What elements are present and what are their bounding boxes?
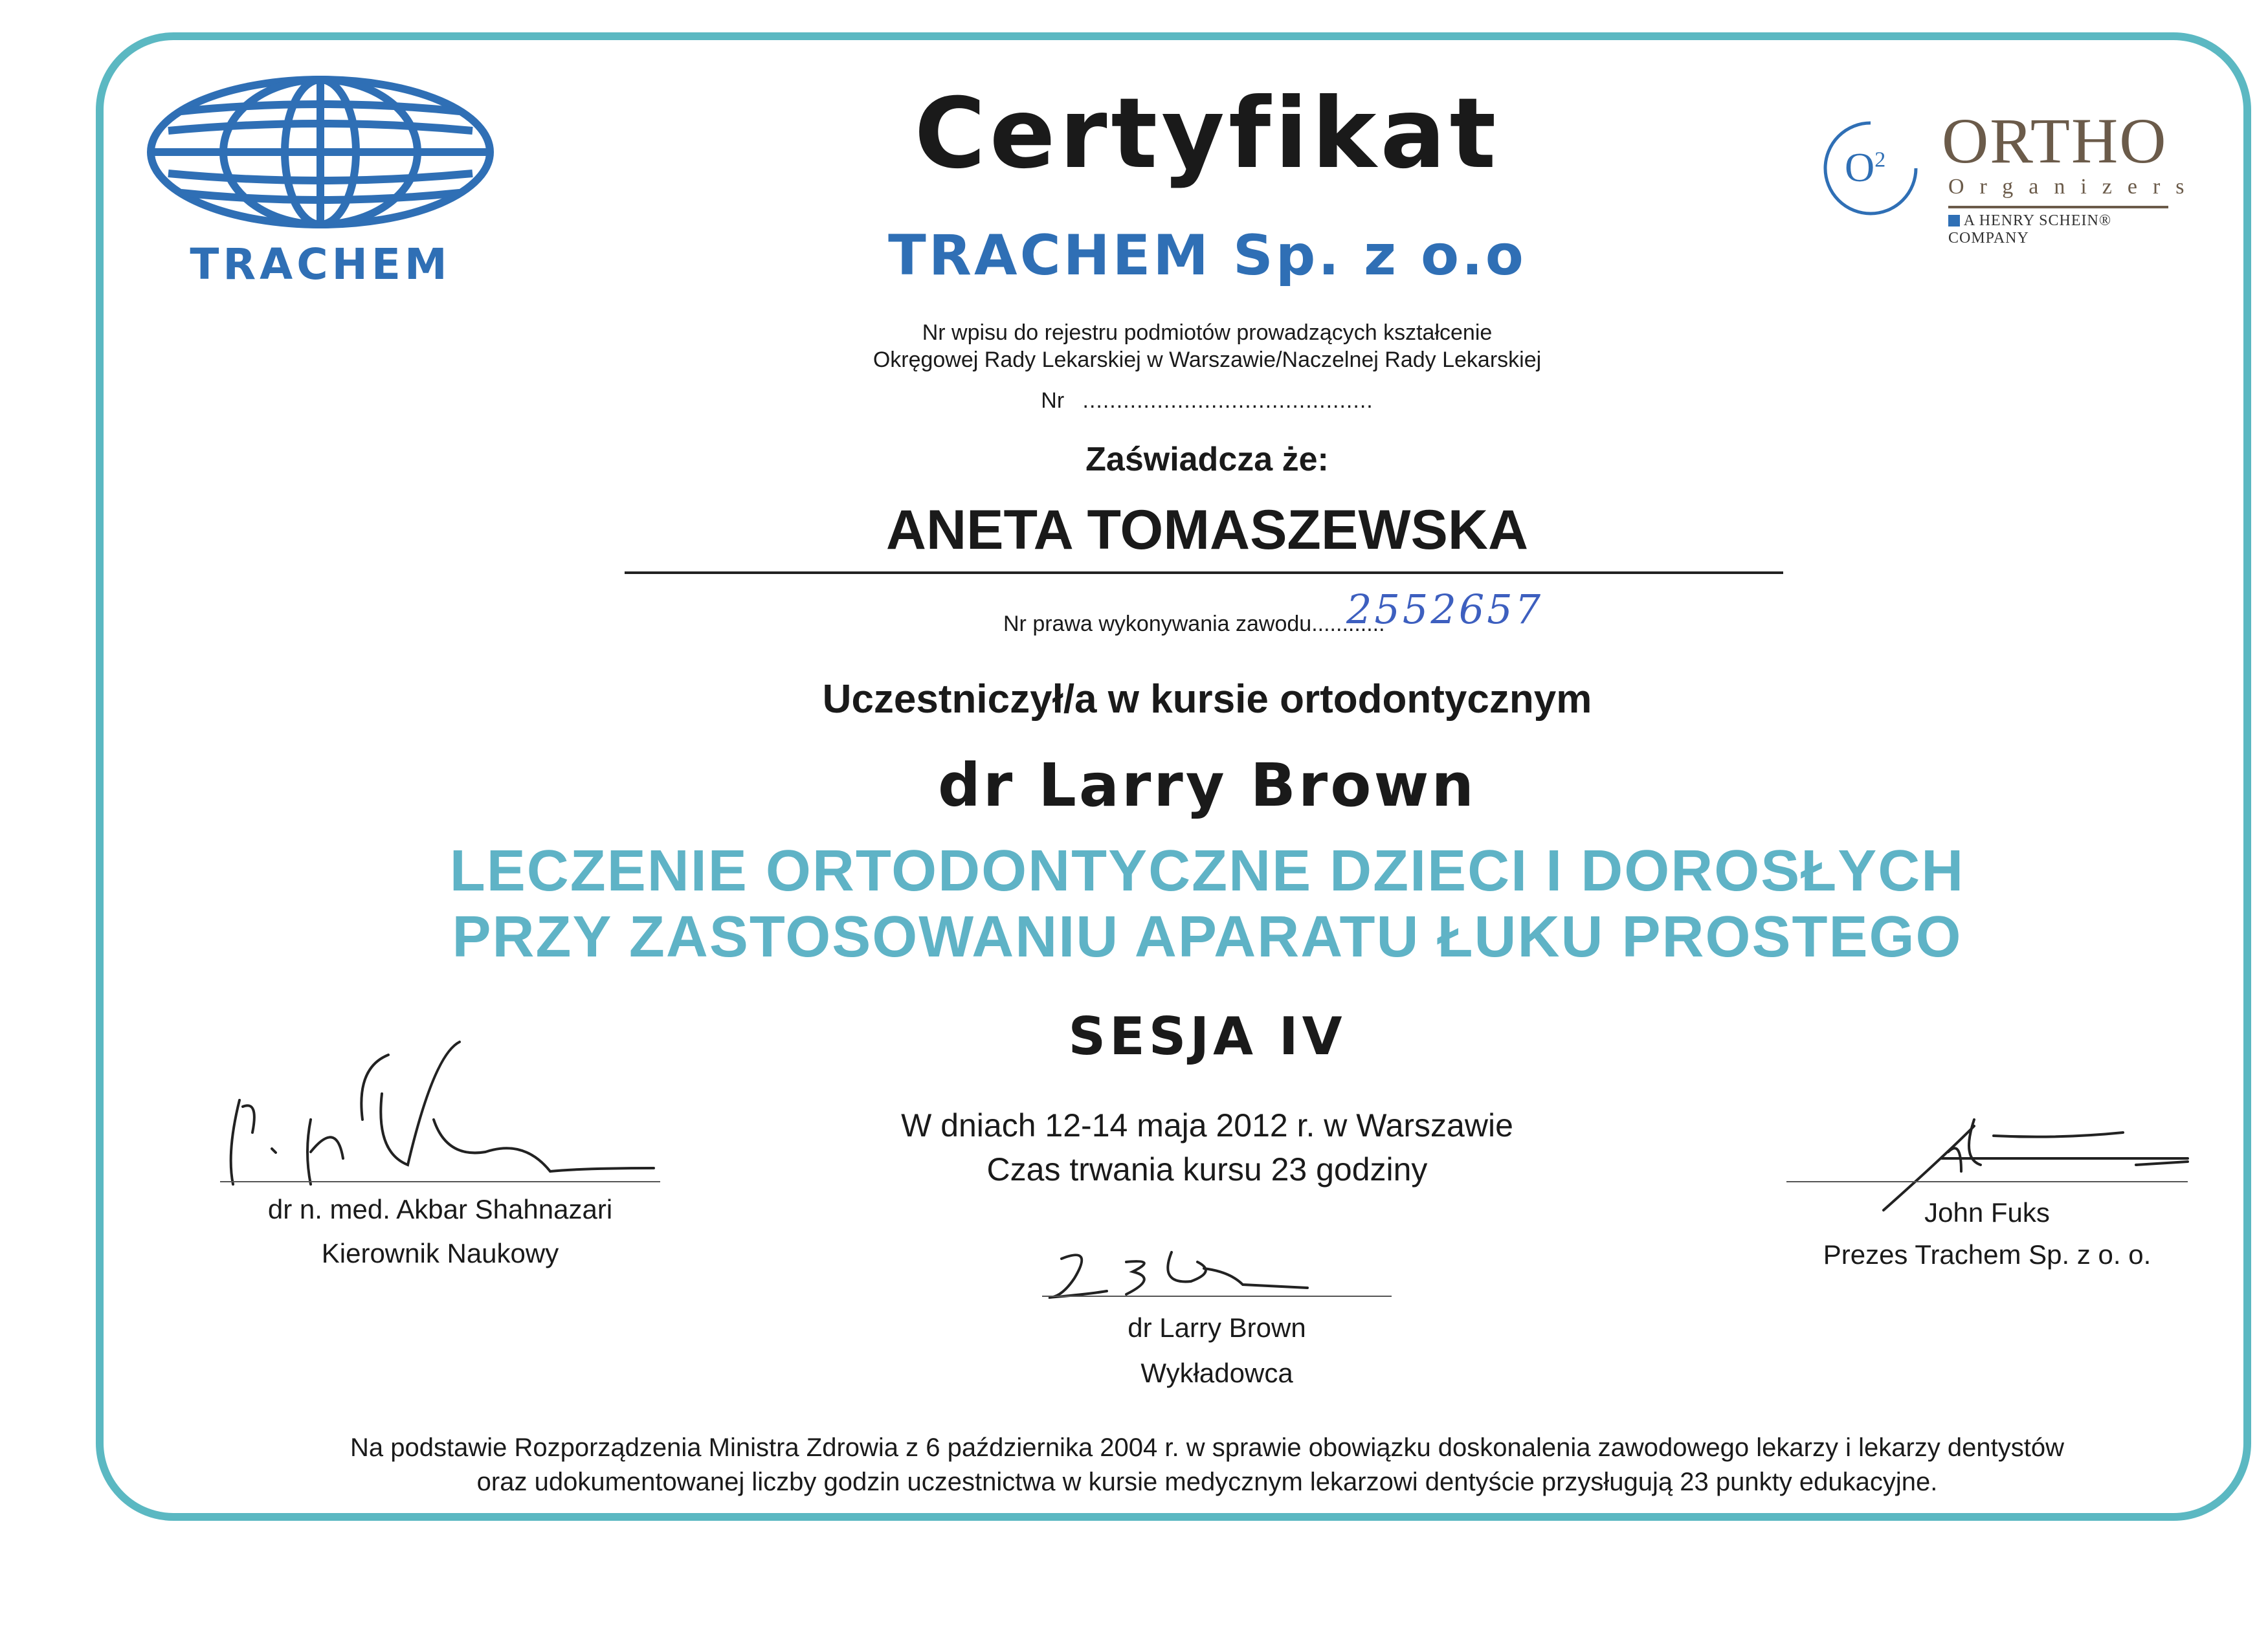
company-name: TRACHEM Sp. z o.o [888, 223, 1526, 288]
signature-left [214, 1029, 667, 1197]
license-label: Nr prawa wykonywania zawodu............ [1003, 612, 1385, 636]
participant-name: ANETA TOMASZEWSKA [885, 499, 1529, 561]
globe-icon [142, 71, 498, 233]
attests-heading: Zaświadcza że: [1085, 441, 1329, 478]
course-dates: W dniach 12-14 maja 2012 r. w Warszawie [901, 1107, 1513, 1144]
registry-number-line [647, 388, 1767, 414]
course-title-line-1: LECZENIE ORTODONTYCZNE DZIECI I DOROSŁYCH [449, 839, 1965, 903]
ortho-divider [1948, 206, 2168, 208]
registry-nr-label: Nr [1041, 388, 1065, 413]
course-title-line-2: PRZY ZASTOSOWANIU APARATU ŁUKU PROSTEGO [452, 905, 1962, 969]
trachem-logo [139, 71, 502, 289]
signer-right-role: Prezes Trachem Sp. z o. o. [1823, 1239, 2151, 1270]
trachem-logo-text: TRACHEM [190, 239, 451, 289]
registry-line-1: Nr wpisu do rejestru podmiotów prowadzących kształcenie [922, 320, 1493, 345]
lecturer-name: dr Larry Brown [938, 751, 1476, 820]
name-underline [625, 571, 1783, 574]
o2-mark: $O^2$ [1845, 144, 1886, 190]
participation-text: Uczestniczył/a w kursie ortodontycznym [822, 677, 1592, 722]
signer-left-name: dr n. med. Akbar Shahnazari [267, 1194, 613, 1224]
signer-right-name: John Fuks [1924, 1197, 2050, 1228]
signer-center-role: Wykładowca [1140, 1358, 1293, 1388]
signature-line-left [220, 1181, 660, 1182]
registry-line-2: Okręgowej Rady Lekarskiej w Warszawie/Naczelnej Rady Lekarskiej [873, 348, 1542, 372]
ortho-tagline: A HENRY SCHEIN® COMPANY [1948, 212, 2112, 247]
signature-line-right [1786, 1181, 2188, 1182]
signature-line-center [1042, 1296, 1392, 1297]
signer-left-role: Kierownik Naukowy [321, 1238, 559, 1268]
license-number: 2552657 [1346, 586, 1544, 633]
ortho-logo-name: ORTHO [1942, 105, 2168, 177]
ortho-organizers-logo [1812, 104, 2200, 247]
session-label: SESJA IV [1068, 1006, 1346, 1067]
footer-legal-line-2: oraz udokumentowanej liczby godzin uczestnictwa w kursie medycznym lekarzowi dentyście przysługują 23 punkty edukacyjne. [476, 1468, 1938, 1496]
certificate-title: Certyfikat [914, 78, 1500, 190]
signer-center-name: dr Larry Brown [1128, 1312, 1306, 1343]
henry-schein-square-icon [1948, 215, 1960, 227]
footer-legal-line-1: Na podstawie Rozporządzenia Ministra Zdrowia z 6 października 2004 r. w sprawie obowiązku doskonalenia zawodowego lekarzy i lekarzy dentystów [350, 1433, 2064, 1462]
ortho-logo-sub: Organizers [1948, 175, 2200, 199]
course-duration: Czas trwania kursu 23 godziny [986, 1151, 1428, 1188]
signature-center [1036, 1233, 1398, 1310]
registry-nr-dots: ........................................... [1082, 388, 1373, 413]
